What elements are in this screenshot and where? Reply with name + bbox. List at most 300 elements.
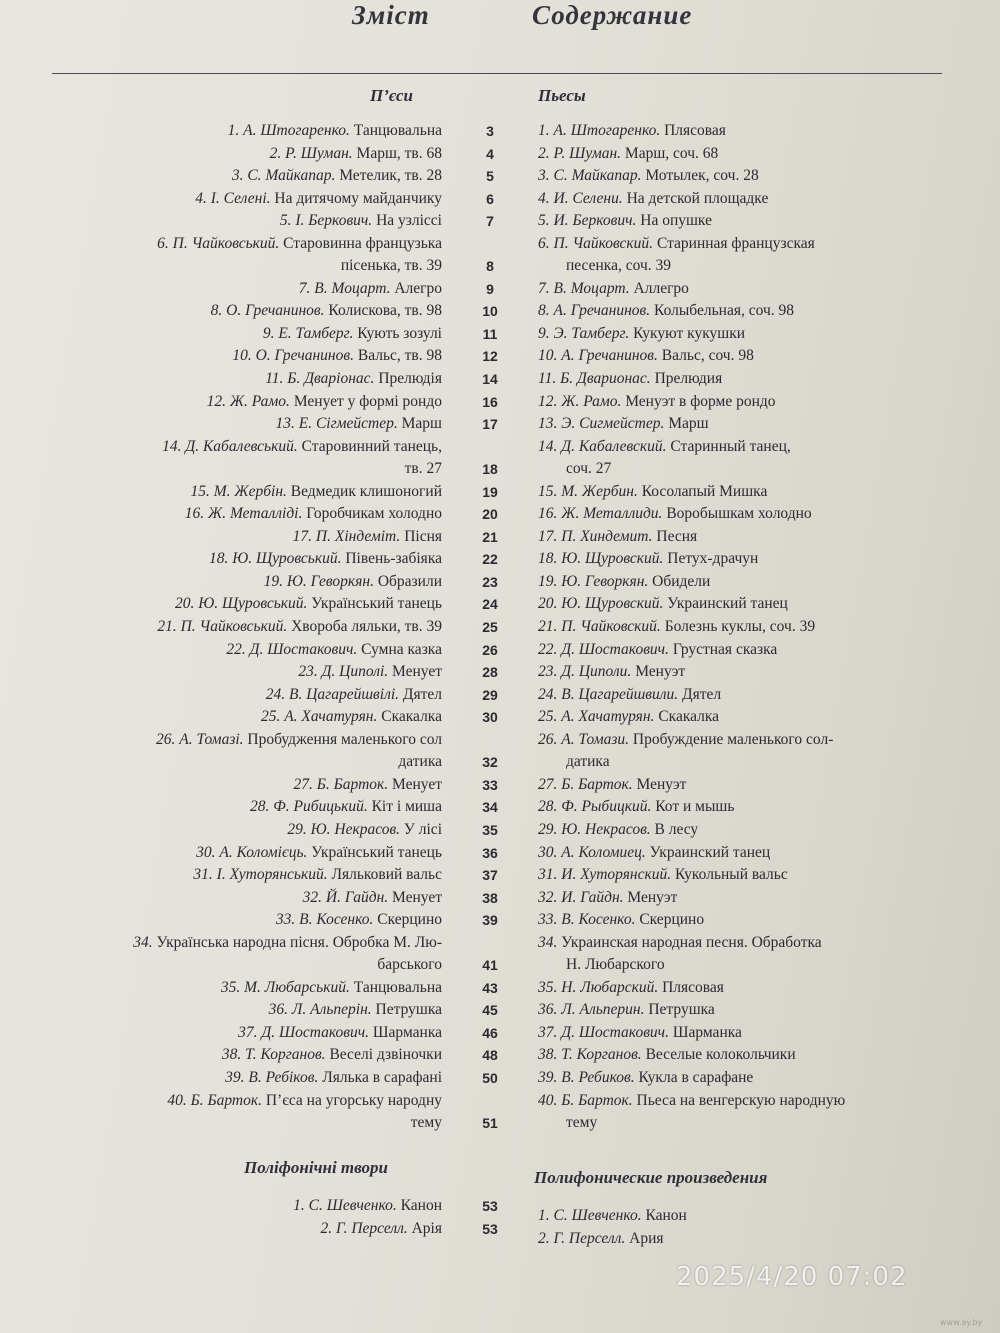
entry-composer: Ю. Некрасов. [561, 820, 651, 838]
contents-entry [538, 932, 968, 955]
contents-entry [538, 842, 968, 865]
entry-title: Дятел [402, 685, 442, 703]
entry-composer: А. Коломиец. [561, 843, 646, 861]
entry-composer: Б. Барток. [316, 775, 389, 793]
entry-title: Менуэт в форме рондо [625, 392, 776, 410]
entry-title: Лялька в сарафані [322, 1068, 442, 1086]
contents-entry [538, 571, 968, 594]
contents-entry [40, 1044, 442, 1067]
entry-composer: И. Беркович. [553, 212, 637, 230]
entry-number: 13. [538, 415, 558, 433]
contents-entry [40, 210, 442, 233]
contents-entry [40, 864, 442, 887]
entry-title: Менуэт [635, 663, 686, 681]
page-numbers-list [470, 120, 510, 1135]
entry-title: Обидели [652, 572, 711, 590]
entry-composer: Б. Барток. [561, 1091, 633, 1109]
entry-title: На узліссі [376, 212, 442, 230]
page-number: 8 [486, 258, 494, 275]
entry-number: 16. [538, 505, 558, 523]
entry-title: Марш, соч. 68 [624, 144, 719, 162]
entry-title: Українська народна пісня. Обробка М. Лю- [156, 933, 442, 951]
contents-entry [40, 323, 442, 346]
contents-entry [40, 255, 442, 278]
entry-number: 14. [162, 437, 182, 455]
entry-composer: Д. Кабалевський. [185, 437, 298, 455]
contents-entry [40, 639, 442, 662]
contents-entry [538, 864, 968, 887]
entry-number: 24. [538, 685, 558, 703]
entry-composer: Д. Шостакович. [561, 1023, 669, 1041]
entry-composer: И. Гайдн. [561, 888, 624, 906]
entry-composer: А. Хачатурян. [561, 708, 655, 726]
entry-number: 37. [538, 1023, 558, 1041]
entry-composer: Ж. Металлиди. [561, 505, 663, 523]
contents-entry [40, 977, 442, 1000]
contents-entry [40, 391, 442, 414]
entry-composer: Ф. Рибицький. [273, 798, 368, 816]
entry-title: датика [566, 753, 610, 771]
entry-number: 19. [263, 572, 284, 590]
page-number: 53 [482, 1220, 498, 1237]
entry-number: 4. [538, 189, 550, 207]
entry-title: Менует [392, 663, 442, 681]
entry-number: 5. [538, 212, 550, 230]
contents-entry [40, 842, 442, 865]
entry-number: 11. [265, 370, 284, 388]
page-number: 23 [482, 573, 498, 590]
entry-number: 24. [265, 685, 286, 703]
entry-number: 6. [157, 234, 169, 252]
entry-composer: О. Гречанинов. [255, 347, 354, 365]
entry-title: Ляльковий вальс [331, 866, 442, 884]
contents-entry [538, 1112, 968, 1135]
entry-composer: Е. Тамберг. [278, 324, 354, 342]
entry-title: Шарманка [672, 1023, 742, 1041]
entry-composer: В. Цагарейшвили. [561, 685, 679, 703]
page-number: 33 [482, 776, 498, 793]
entry-title: Прелюдія [378, 370, 442, 388]
page-number: 6 [486, 190, 494, 207]
entry-title: На опушке [640, 212, 712, 230]
contents-entry [538, 233, 968, 256]
page-number: 18 [482, 461, 498, 478]
page-number: 4 [486, 145, 494, 162]
section-title-uk-pieces: П’єси [370, 86, 413, 105]
entry-number: 23. [298, 663, 318, 681]
entry-title: На дитячому майданчику [274, 189, 442, 207]
polyphonic-page-numbers [470, 1195, 510, 1240]
entry-composer: Р. Шуман. [553, 144, 622, 162]
entry-title: Танцювальна [353, 978, 442, 996]
entry-title: соч. 27 [566, 460, 612, 478]
entry-composer: М. Любарський. [244, 978, 350, 996]
entry-number: 27. [538, 775, 558, 793]
entry-composer: Г. Перселл. [335, 1219, 408, 1237]
uk-polyphonic-list [40, 1195, 442, 1240]
contents-entry [538, 188, 968, 211]
entry-number: 10. [232, 347, 252, 365]
entry-number: 33. [275, 911, 296, 929]
entry-title: Кіт і миша [371, 798, 442, 816]
page-number: 35 [482, 821, 498, 838]
entry-title: Петрушка [375, 1001, 442, 1019]
entry-composer: П. Чайковский. [561, 618, 661, 636]
contents-entry [40, 1067, 442, 1090]
entry-composer: Г. Перселл. [553, 1229, 626, 1247]
entry-title: Аллегро [633, 279, 689, 297]
entry-composer: Й. Гайдн. [325, 888, 389, 906]
contents-entry [40, 729, 442, 752]
entry-title: Болезнь куклы, соч. 39 [664, 618, 816, 636]
page-number: 17 [482, 416, 498, 433]
page-number: 19 [482, 483, 498, 500]
contents-entry [40, 661, 442, 684]
entry-number: 39. [538, 1068, 558, 1086]
contents-entry [40, 684, 442, 707]
entry-number: 20. [538, 595, 558, 613]
entry-composer: Б. Дваріонас. [287, 370, 375, 388]
contents-entry [538, 954, 968, 977]
page-number: 5 [486, 168, 494, 185]
contents-entry [538, 706, 968, 729]
contents-entry [538, 368, 968, 391]
page-number: 43 [482, 979, 498, 996]
entry-number: 26. [155, 730, 176, 748]
contents-entry [538, 616, 968, 639]
entry-title: Скерцино [377, 911, 442, 929]
contents-entry [538, 413, 968, 436]
entry-title: Канон [645, 1207, 687, 1224]
entry-number: 15. [190, 482, 210, 500]
entry-number: 29. [287, 820, 307, 838]
entry-composer: И. Хуторянский. [561, 866, 672, 884]
entry-number: 21. [538, 618, 558, 636]
page-number: 29 [482, 686, 498, 703]
uk-contents-list [40, 120, 442, 1135]
entry-composer: А. Гречанинов. [561, 347, 658, 365]
contents-entry [538, 548, 968, 571]
entry-title: датика [398, 753, 442, 771]
entry-title: На детской площадке [626, 189, 769, 207]
contents-entry [538, 1067, 968, 1090]
contents-entry [538, 729, 968, 752]
contents-entry [40, 774, 442, 797]
entry-number: 29. [538, 820, 558, 838]
contents-entry [40, 1090, 442, 1113]
page-number: 26 [482, 641, 498, 658]
contents-entry [40, 999, 442, 1022]
entry-composer: Ю. Щуровский. [561, 595, 664, 613]
contents-entry [538, 774, 968, 797]
entry-number: 4. [195, 189, 207, 207]
entry-composer: Э. Сигмейстер. [561, 415, 665, 433]
entry-title: Менует [392, 775, 442, 793]
contents-entry [40, 706, 442, 729]
entry-title: У лісі [403, 820, 442, 838]
entry-title: Пьеса на венгерскую народную [636, 1091, 846, 1109]
entry-composer: Л. Альперин. [561, 1001, 645, 1019]
entry-number: 23. [538, 663, 558, 681]
entry-title: Арія [411, 1219, 442, 1237]
entry-number: 33. [538, 911, 558, 929]
entry-composer: Ю. Щуровский. [561, 550, 664, 568]
entry-title: Ведмедик клишоногий [290, 482, 442, 500]
entry-composer: Д. Циполі. [321, 663, 389, 681]
contents-entry [40, 413, 442, 436]
contents-entry [538, 887, 968, 910]
entry-number: 12. [206, 392, 226, 410]
contents-entry [538, 210, 968, 233]
contents-entry [538, 323, 968, 346]
heading-russian: Содержание [532, 0, 693, 30]
entry-composer: М. Жербін. [213, 482, 287, 500]
entry-number: 31. [193, 866, 213, 884]
entry-title: Кують зозулі [357, 324, 442, 342]
entry-number: 40. [538, 1091, 558, 1109]
page-number [470, 1090, 510, 1113]
contents-entry [40, 796, 442, 819]
page-number: 14 [482, 371, 498, 388]
contents-entry [40, 233, 442, 256]
contents-entry [538, 503, 968, 526]
contents-entry [538, 1228, 968, 1251]
ru-contents-list [538, 120, 968, 1135]
page-number: 22 [482, 551, 498, 568]
entry-composer: С. Шевченко. [308, 1197, 397, 1214]
heading-ukrainian: Зміст [352, 0, 430, 30]
entry-number: 38. [538, 1046, 558, 1064]
entry-title: Менует [392, 888, 442, 906]
entry-title: Петух-драчун [667, 550, 759, 568]
entry-composer: С. Майкапар. [553, 167, 642, 185]
entry-title: Скакалка [381, 708, 442, 726]
entry-number: 17. [538, 527, 558, 545]
entry-composer: Т. Корганов. [245, 1046, 326, 1064]
page-number: 32 [482, 754, 498, 771]
entry-title: Украинский танец [649, 843, 771, 861]
entry-number: 9. [538, 324, 550, 342]
entry-title: Метелик, тв. 28 [339, 167, 442, 185]
page-number: 21 [482, 528, 498, 545]
entry-number: 32. [302, 888, 323, 906]
entry-title: Плясовая [662, 978, 724, 996]
entry-composer: П. Хіндеміт. [315, 527, 401, 545]
entry-title: П’єса на угорську народну [265, 1091, 442, 1109]
contents-entry [538, 684, 968, 707]
contents-entry [538, 278, 968, 301]
contents-entry [538, 1044, 968, 1067]
page-number: 51 [482, 1115, 498, 1132]
entry-number: 11. [538, 370, 557, 388]
entry-composer: Ю. Геворкян. [286, 572, 374, 590]
entry-title: Кукуют кукушки [633, 324, 746, 342]
entry-composer: П. Чайковський. [180, 618, 288, 636]
entry-number: 1. [227, 122, 240, 139]
entry-title: Марш [668, 415, 709, 433]
entry-composer: Э. Тамберг. [553, 324, 630, 342]
entry-composer: Е. Сігмейстер. [298, 415, 398, 433]
entry-composer: Р. Шуман. [285, 144, 353, 162]
entry-number: 8. [538, 302, 550, 320]
entry-number: 31. [538, 866, 558, 884]
contents-entry [538, 345, 968, 368]
entry-composer: Ф. Рыбицкий. [561, 798, 652, 816]
entry-composer: А. Штогаренко. [553, 122, 661, 139]
photo-timestamp: 2025/4/20 07:02 [676, 1262, 908, 1292]
entry-title: Косолапый Мишка [641, 482, 768, 500]
entry-number: 30. [538, 843, 558, 861]
entry-composer: Б. Барток. [190, 1091, 262, 1109]
entry-number: 34. [538, 933, 558, 951]
entry-title: Сумна казка [361, 640, 442, 658]
contents-entry [40, 188, 442, 211]
entry-title: Вальс, соч. 98 [661, 347, 754, 365]
entry-title: Менуэт [627, 888, 678, 906]
entry-title: тему [566, 1114, 598, 1132]
page-number: 28 [482, 664, 498, 681]
entry-title: Старинный танец, [670, 437, 791, 455]
entry-title: В лесу [654, 820, 699, 838]
entry-title: Кукла в сарафане [638, 1068, 754, 1086]
entry-composer: Д. Кабалевский. [561, 437, 667, 455]
entry-composer: А. Коломієць. [219, 843, 308, 861]
entry-number: 18. [209, 550, 229, 568]
entry-number: 7. [538, 279, 550, 297]
entry-title: Хвороба ляльки, тв. 39 [291, 618, 442, 636]
contents-entry [40, 593, 442, 616]
contents-entry [40, 503, 442, 526]
entry-number: 39. [225, 1068, 245, 1086]
entry-title: Мотылек, соч. 28 [645, 167, 759, 185]
entry-title: Петрушка [648, 1001, 715, 1019]
contents-entry [538, 639, 968, 662]
contents-entry [538, 1205, 968, 1228]
entry-number: 21. [157, 618, 177, 636]
contents-entry [538, 1022, 968, 1045]
page-number: 25 [482, 619, 498, 636]
entry-composer: М. Жербин. [561, 482, 638, 500]
entry-title: Плясовая [664, 122, 726, 139]
entry-number: 22. [538, 640, 558, 658]
entry-composer: Ю. Геворкян. [561, 572, 649, 590]
entry-title: Алегро [394, 279, 442, 297]
entry-title: Пробудження маленького сол [247, 730, 442, 748]
contents-entry [538, 143, 968, 166]
entry-composer: А. Гречанинов. [553, 302, 651, 320]
entry-title: Колискова, тв. 98 [328, 302, 442, 320]
page-number [470, 729, 510, 752]
entry-title: Украинская народная песня. Обработка [561, 933, 822, 951]
entry-title: Н. Любарского [566, 956, 665, 974]
entry-title: Дятел [682, 685, 722, 703]
page-number: 46 [482, 1024, 498, 1041]
contents-entry [538, 1090, 968, 1113]
entry-number: 1. [538, 122, 550, 139]
entry-composer: В. Косенко. [561, 911, 636, 929]
contents-entry [538, 391, 968, 414]
page-number: 37 [482, 867, 498, 884]
page-number: 3 [486, 123, 494, 139]
contents-entry [40, 278, 442, 301]
page-number: 30 [482, 709, 498, 726]
entry-title: Український танець [311, 843, 442, 861]
entry-composer: І. Хуторянський. [216, 866, 328, 884]
contents-entry [40, 819, 442, 842]
entry-composer: Н. Любарский. [561, 978, 659, 996]
contents-entry [538, 977, 968, 1000]
page-number: 39 [482, 912, 498, 929]
entry-composer: Б. Дварионас. [560, 370, 651, 388]
entry-number: 35. [220, 978, 241, 996]
entry-composer: Ю. Некрасов. [310, 820, 401, 838]
entry-title: Старовинна французька [283, 234, 442, 252]
contents-entry [40, 300, 442, 323]
entry-number: 2. [538, 1229, 550, 1247]
page-number: 38 [482, 889, 498, 906]
contents-entry [40, 120, 442, 143]
page-number: 9 [486, 280, 494, 297]
entry-number: 8. [210, 302, 223, 320]
entry-number: 28. [538, 798, 558, 816]
contents-entry [538, 255, 968, 278]
page-number [470, 932, 510, 955]
entry-composer: О. Гречанинов. [226, 302, 325, 320]
entry-number: 22. [226, 640, 246, 658]
entry-number: 20. [174, 595, 195, 613]
contents-entry [538, 120, 968, 143]
entry-composer: В. Ребиков. [561, 1068, 635, 1086]
entry-composer: Ж. Рамо. [561, 392, 622, 410]
entry-number: 2. [538, 144, 550, 162]
entry-title: Ария [629, 1229, 664, 1247]
entry-title: Пісня [404, 527, 442, 545]
entry-number: 13. [275, 415, 295, 433]
entry-number: 10. [538, 347, 558, 365]
entry-title: Менует у формі рондо [293, 392, 442, 410]
entry-title: Півень-забіяка [345, 550, 442, 568]
entry-composer: А. Томази. [561, 730, 630, 748]
entry-title: Прелюдия [654, 370, 723, 388]
contents-entry [538, 300, 968, 323]
section-title-ru-pieces: Пьесы [538, 86, 586, 105]
contents-entry [40, 548, 442, 571]
contents-entry [40, 909, 442, 932]
contents-entry [538, 819, 968, 842]
contents-entry [40, 887, 442, 910]
entry-number: 2. [320, 1219, 333, 1237]
entry-number: 14. [538, 437, 558, 455]
entry-composer: Д. Шостакович. [561, 640, 669, 658]
entry-title: Український танець [311, 595, 442, 613]
entry-composer: А. Штогаренко. [243, 122, 350, 139]
entry-title: Веселі дзвіночки [329, 1046, 442, 1064]
entry-composer: Ж. Рамо. [229, 392, 290, 410]
contents-entry [538, 593, 968, 616]
entry-title: Пробуждение маленького сол- [632, 730, 834, 748]
entry-number: 9. [262, 324, 275, 342]
contents-entry [538, 436, 968, 459]
page-number: 10 [482, 303, 498, 320]
entry-composer: Д. Циполи. [561, 663, 632, 681]
entry-title: Горобчикам холодно [306, 505, 442, 523]
contents-entry [40, 165, 442, 188]
entry-number: 18. [538, 550, 558, 568]
contents-entry [40, 436, 442, 459]
contents-entry [40, 616, 442, 639]
page-number [470, 436, 510, 459]
entry-title: Кот и мышь [655, 798, 735, 816]
